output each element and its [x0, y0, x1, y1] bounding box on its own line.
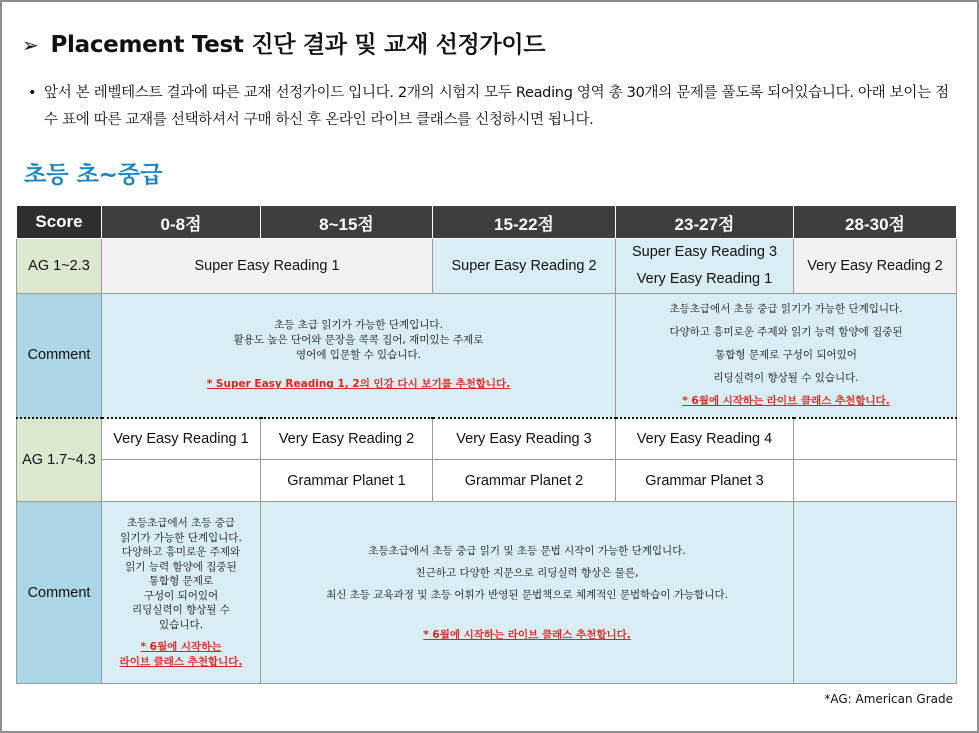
header-row: [17, 206, 957, 239]
header-15-22: 15-22점: [433, 206, 616, 239]
row-label-ag-1-7: AG 1.7~4.3: [17, 418, 102, 502]
page-title: [22, 26, 545, 59]
comment-line: 읽기 능력 함양에 집중된: [125, 560, 237, 573]
cell-super-easy-reading-2: Super Easy Reading 2: [433, 239, 616, 294]
recommendation-text: * Super Easy Reading 1, 2의 인강 다시 보기를 추천합니다.: [206, 378, 511, 391]
cell-grammar-planet-3: Grammar Planet 3: [616, 460, 794, 502]
arrow-bullet-icon: ➢: [22, 33, 39, 57]
row-label-ag-1-2: AG 1~2.3: [17, 239, 102, 294]
cell-super-easy-reading-3: Super Easy Reading 3: [631, 244, 778, 260]
cell-grammar-planet-2: Grammar Planet 2: [433, 460, 616, 502]
cell-very-easy-reading-1: Very Easy Reading 1: [102, 418, 261, 460]
bullet-icon: •: [28, 85, 37, 101]
row-comment-2: [17, 502, 957, 684]
cell-super-easy-reading-1: Super Easy Reading 1: [102, 239, 433, 294]
header-23-27: 23-27점: [616, 206, 794, 239]
recommendation-text: * 6월에 시작하는: [140, 641, 222, 653]
section-title: 초등 초~중급: [24, 162, 163, 188]
row-ag-1-7-b: [17, 460, 957, 502]
comment-label-2: Comment: [17, 502, 102, 684]
comment-line: 통합형 문제로: [148, 575, 214, 587]
row-comment-1: [17, 294, 957, 418]
header-28-30: 28-30점: [794, 206, 957, 239]
header-score: Score: [17, 206, 102, 239]
comment-line: 최신 초등 교육과정 및 초등 어휘가 반영된 문법책으로 체계적인 문법학습이 가능합니다.: [326, 588, 728, 601]
comment-line: 구성이 되어있어: [143, 589, 219, 602]
footnote: *AG: American Grade: [824, 692, 953, 706]
comment-line: 친근하고 다양한 지문으로 리딩실력 향상은 물론,: [415, 566, 639, 579]
row-ag-1-2: [17, 239, 957, 294]
header-8-15: 8~15점: [261, 206, 433, 239]
comment-line: 리딩실력이 향상될 수: [132, 604, 230, 616]
cell-very-easy-reading-2: Very Easy Reading 2: [261, 418, 433, 460]
comment-2-middle: [261, 502, 794, 684]
intro-paragraph: [28, 80, 956, 134]
comment-2-left: [102, 502, 261, 684]
cell-ser3-ver1: [616, 239, 794, 294]
comment-label-1: Comment: [17, 294, 102, 418]
recommendation-text: * 6월에 시작하는 라이브 클래스 추천합니다.: [682, 394, 890, 407]
comment-line: 읽기가 가능한 단계입니다.: [120, 531, 242, 544]
comment-line: 다양하고 흥미로운 주제와: [121, 546, 241, 558]
cell-empty: [102, 460, 261, 502]
intro-text: 앞서 본 레벨테스트 결과에 따른 교재 선정가이드 입니다. 2개의 시험지 모두 Reading 영역 총 30개의 문제를 풀도록 되어있습니다. 아래 보이는 점수 표에 따른 교재를 선택하셔서 구매 하신 후 온라인 라이브 클래스를 신청하시면 됩니다.: [44, 85, 949, 128]
recommendation-text: * 6월에 시작하는 라이브 클래스 추천합니다.: [423, 628, 631, 641]
recommendation-text: 라이브 클래스 추천합니다.: [119, 655, 243, 668]
comment-2-empty: [794, 502, 957, 684]
cell-grammar-planet-1: Grammar Planet 1: [261, 460, 433, 502]
comment-line: 초등초급에서 초등 중급 읽기 및 초등 문법 시작이 가능한 단계입니다.: [368, 544, 686, 557]
comment-1-right: [616, 294, 957, 418]
comment-line: 통합형 문제로 구성이 되어있어: [715, 348, 857, 361]
comment-1-left: [102, 294, 616, 418]
cell-empty: [794, 460, 957, 502]
cell-very-easy-reading-2: Very Easy Reading 2: [794, 239, 957, 294]
placement-guide-table: [16, 205, 957, 684]
page-title-text: Placement Test 진단 결과 및 교재 선정가이드: [50, 32, 546, 58]
comment-line: 초등초급에서 초등 중급: [126, 517, 236, 529]
comment-line: 초등초급에서 초등 중급 읽기가 가능한 단계입니다.: [669, 302, 903, 315]
cell-very-easy-reading-1: Very Easy Reading 1: [636, 271, 773, 287]
comment-line: 영어에 입문할 수 있습니다.: [296, 349, 421, 362]
comment-line: 다양하고 흥미로운 주제와 읽기 능력 함양에 집중된: [669, 325, 903, 338]
row-ag-1-7-a: [17, 418, 957, 460]
cell-empty: [794, 418, 957, 460]
header-0-8: 0-8점: [102, 206, 261, 239]
cell-very-easy-reading-4: Very Easy Reading 4: [616, 418, 794, 460]
comment-line: 초등 초급 읽기가 가능한 단계입니다.: [274, 319, 443, 332]
comment-line: 있습니다.: [159, 618, 203, 631]
comment-line: 활용도 높은 단어와 문장을 콕콕 집어, 재미있는 주제로: [233, 334, 484, 347]
cell-very-easy-reading-3: Very Easy Reading 3: [433, 418, 616, 460]
comment-line: 리딩실력이 향상될 수 있습니다.: [713, 371, 859, 384]
